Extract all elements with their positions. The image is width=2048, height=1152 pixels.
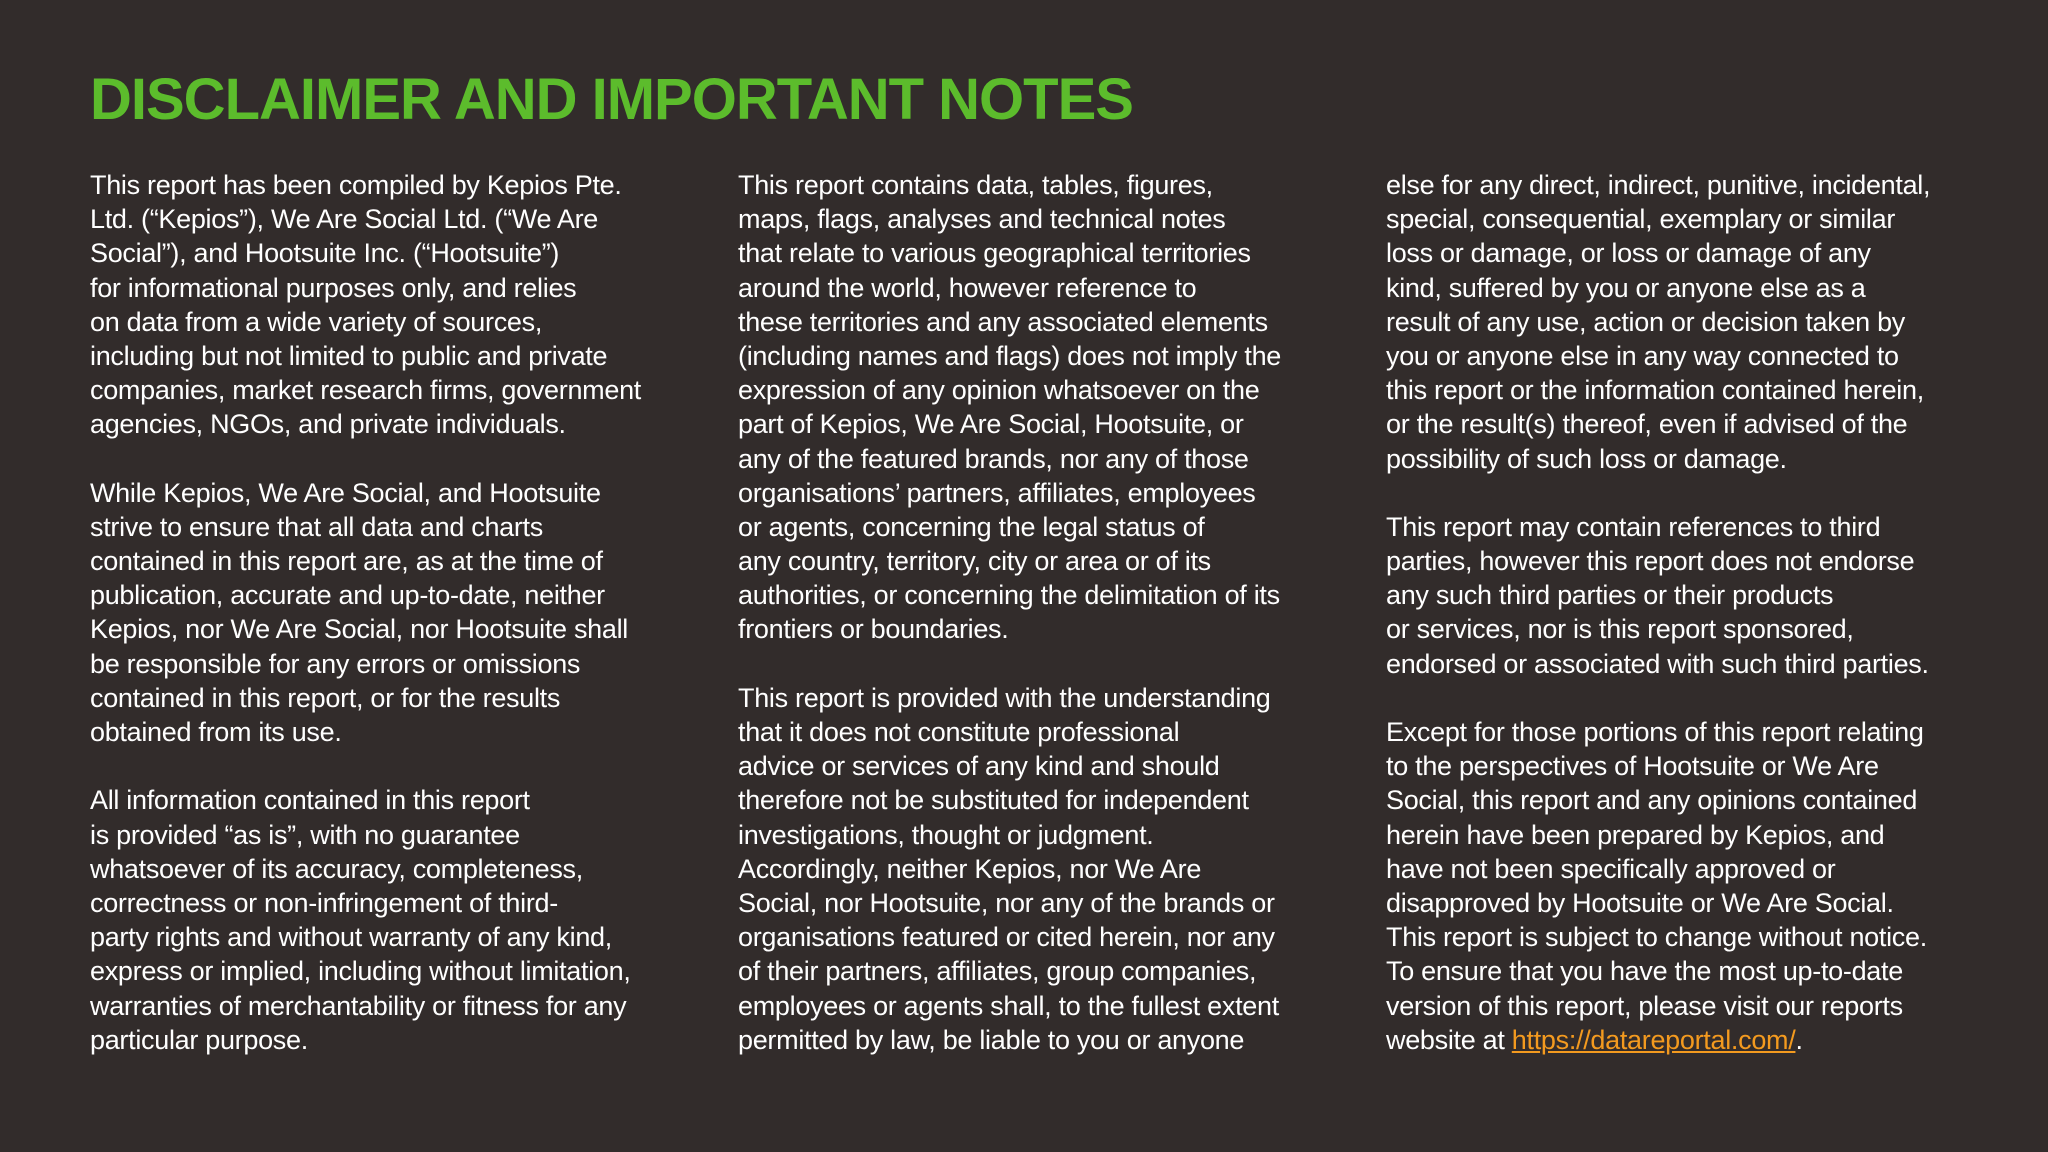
text-line: that relate to various geographical territories <box>738 238 1251 269</box>
text-line: To ensure that you have the most up-to-date <box>1386 956 1903 987</box>
text-line: else for any direct, indirect, punitive, incidental, <box>1386 170 1931 200</box>
text-line: endorsed or associated with such third parties. <box>1386 648 1929 679</box>
text-line: disapproved by Hootsuite or We Are Social. <box>1386 887 1894 918</box>
text-line: these territories and any associated elements <box>738 306 1268 337</box>
text-line: agencies, NGOs, and private individuals. <box>90 409 566 440</box>
text-line: companies, market research firms, government <box>90 375 642 406</box>
text-line: obtained from its use. <box>90 717 342 747</box>
text-line: investigations, thought or judgment. <box>738 819 1154 850</box>
text-line: you or anyone else in any way connected to <box>1386 340 1899 371</box>
text-line: permitted by law, be liable to you or anyone <box>738 1024 1245 1055</box>
text-line: this report or the information contained herein, <box>1386 375 1924 406</box>
text-line: contained in this report are, as at the time of <box>90 546 603 577</box>
text-line: strive to ensure that all data and charts <box>90 511 543 542</box>
text-line: Social, nor Hootsuite, nor any of the brands or <box>738 887 1275 918</box>
text-line: contained in this report, or for the results <box>90 682 561 713</box>
text-line: on data from a wide variety of sources, <box>90 306 543 337</box>
text-line: to the perspectives of Hootsuite or We Are <box>1386 751 1879 782</box>
text-line: any such third parties or their products <box>1386 580 1834 611</box>
text-line: warranties of merchantability or fitness for any <box>90 990 627 1021</box>
text-line: (including names and flags) does not imply the <box>738 340 1282 371</box>
text-line: possibility of such loss or damage. <box>1386 443 1787 474</box>
text-line: Kepios, nor We Are Social, nor Hootsuite shall <box>90 614 628 645</box>
text-line: organisations featured or cited herein, nor any <box>738 922 1275 953</box>
text-line: All information contained in this report <box>90 785 530 816</box>
text-line: Social”), and Hootsuite Inc. (“Hootsuite”) <box>90 238 560 269</box>
text-line: Accordingly, neither Kepios, nor We Are <box>738 853 1202 884</box>
text-line: of their partners, affiliates, group companies, <box>738 956 1257 987</box>
text-line: any country, territory, city or area or of its <box>738 546 1211 577</box>
text-line: therefore not be substituted for independent <box>738 785 1249 816</box>
text-line: any of the featured brands, nor any of those <box>738 443 1249 474</box>
text-line: result of any use, action or decision taken by <box>1386 306 1906 337</box>
paragraph-gap <box>90 749 670 783</box>
paragraph-gap <box>1386 681 1966 715</box>
website-suffix: . <box>1795 1024 1803 1055</box>
text-line: be responsible for any errors or omissions <box>90 648 581 679</box>
datareportal-link[interactable]: https://datareportal.com/ <box>1511 1024 1796 1055</box>
column-2 <box>738 168 1318 1057</box>
text-line: for informational purposes only, and relies <box>90 272 577 303</box>
text-line: part of Kepios, We Are Social, Hootsuite, or <box>738 409 1244 440</box>
text-line: frontiers or boundaries. <box>738 614 1009 645</box>
text-line: maps, flags, analyses and technical notes <box>738 204 1226 235</box>
text-line: loss or damage, or loss or damage of any <box>1386 238 1871 269</box>
text-line: is provided “as is”, with no guarantee <box>90 819 520 850</box>
text-line: advice or services of any kind and should <box>738 751 1220 782</box>
text-line: correctness or non-infringement of third- <box>90 887 558 918</box>
text-line: party rights and without warranty of any kind, <box>90 922 612 953</box>
text-line: particular purpose. <box>90 1024 308 1055</box>
text-line: have not been specifically approved or <box>1386 853 1836 884</box>
website-prefix: website at <box>1386 1024 1512 1055</box>
paragraph-gap <box>738 647 1318 681</box>
text-line: special, consequential, exemplary or similar <box>1386 204 1896 235</box>
text-line: This report has been compiled by Kepios Pte. <box>90 170 622 200</box>
text-line: organisations’ partners, affiliates, employees <box>738 477 1256 508</box>
text-line: or agents, concerning the legal status of <box>738 511 1205 542</box>
text-line: Ltd. (“Kepios”), We Are Social Ltd. (“We Are <box>90 204 599 235</box>
text-line: publication, accurate and up-to-date, neither <box>90 580 605 611</box>
text-line: While Kepios, We Are Social, and Hootsuite <box>90 477 601 508</box>
text-line: Social, this report and any opinions contained <box>1386 785 1918 816</box>
column-3 <box>1386 168 1966 1057</box>
column-1 <box>90 168 670 1057</box>
text-line: kind, suffered by you or anyone else as a <box>1386 272 1866 303</box>
text-line: employees or agents shall, to the fullest extent <box>738 990 1279 1021</box>
text-line: authorities, or concerning the delimitation of its <box>738 580 1280 611</box>
text-line: Except for those portions of this report relating <box>1386 717 1924 747</box>
text-line: This report may contain references to third <box>1386 511 1881 542</box>
text-line: whatsoever of its accuracy, completeness, <box>90 853 583 884</box>
text-line: expression of any opinion whatsoever on the <box>738 375 1260 406</box>
text-line: This report contains data, tables, figures, <box>738 170 1213 200</box>
text-line: This report is subject to change without notice. <box>1386 922 1927 953</box>
text-line: that it does not constitute professional <box>738 717 1180 747</box>
text-line-website <box>1386 1023 1966 1057</box>
text-line: including but not limited to public and private <box>90 340 608 371</box>
text-line: or the result(s) thereof, even if advised of the <box>1386 409 1908 440</box>
paragraph-gap <box>1386 476 1966 510</box>
text-line: parties, however this report does not endorse <box>1386 546 1915 577</box>
text-line: herein have been prepared by Kepios, and <box>1386 819 1885 850</box>
text-line: This report is provided with the understanding <box>738 682 1271 713</box>
text-line: express or implied, including without limitation, <box>90 956 631 987</box>
paragraph-gap <box>90 442 670 476</box>
text-line: or services, nor is this report sponsored, <box>1386 614 1854 645</box>
text-line: version of this report, please visit our reports <box>1386 990 1903 1021</box>
page-title: DISCLAIMER AND IMPORTANT NOTES <box>90 67 1133 132</box>
text-line: around the world, however reference to <box>738 272 1197 303</box>
